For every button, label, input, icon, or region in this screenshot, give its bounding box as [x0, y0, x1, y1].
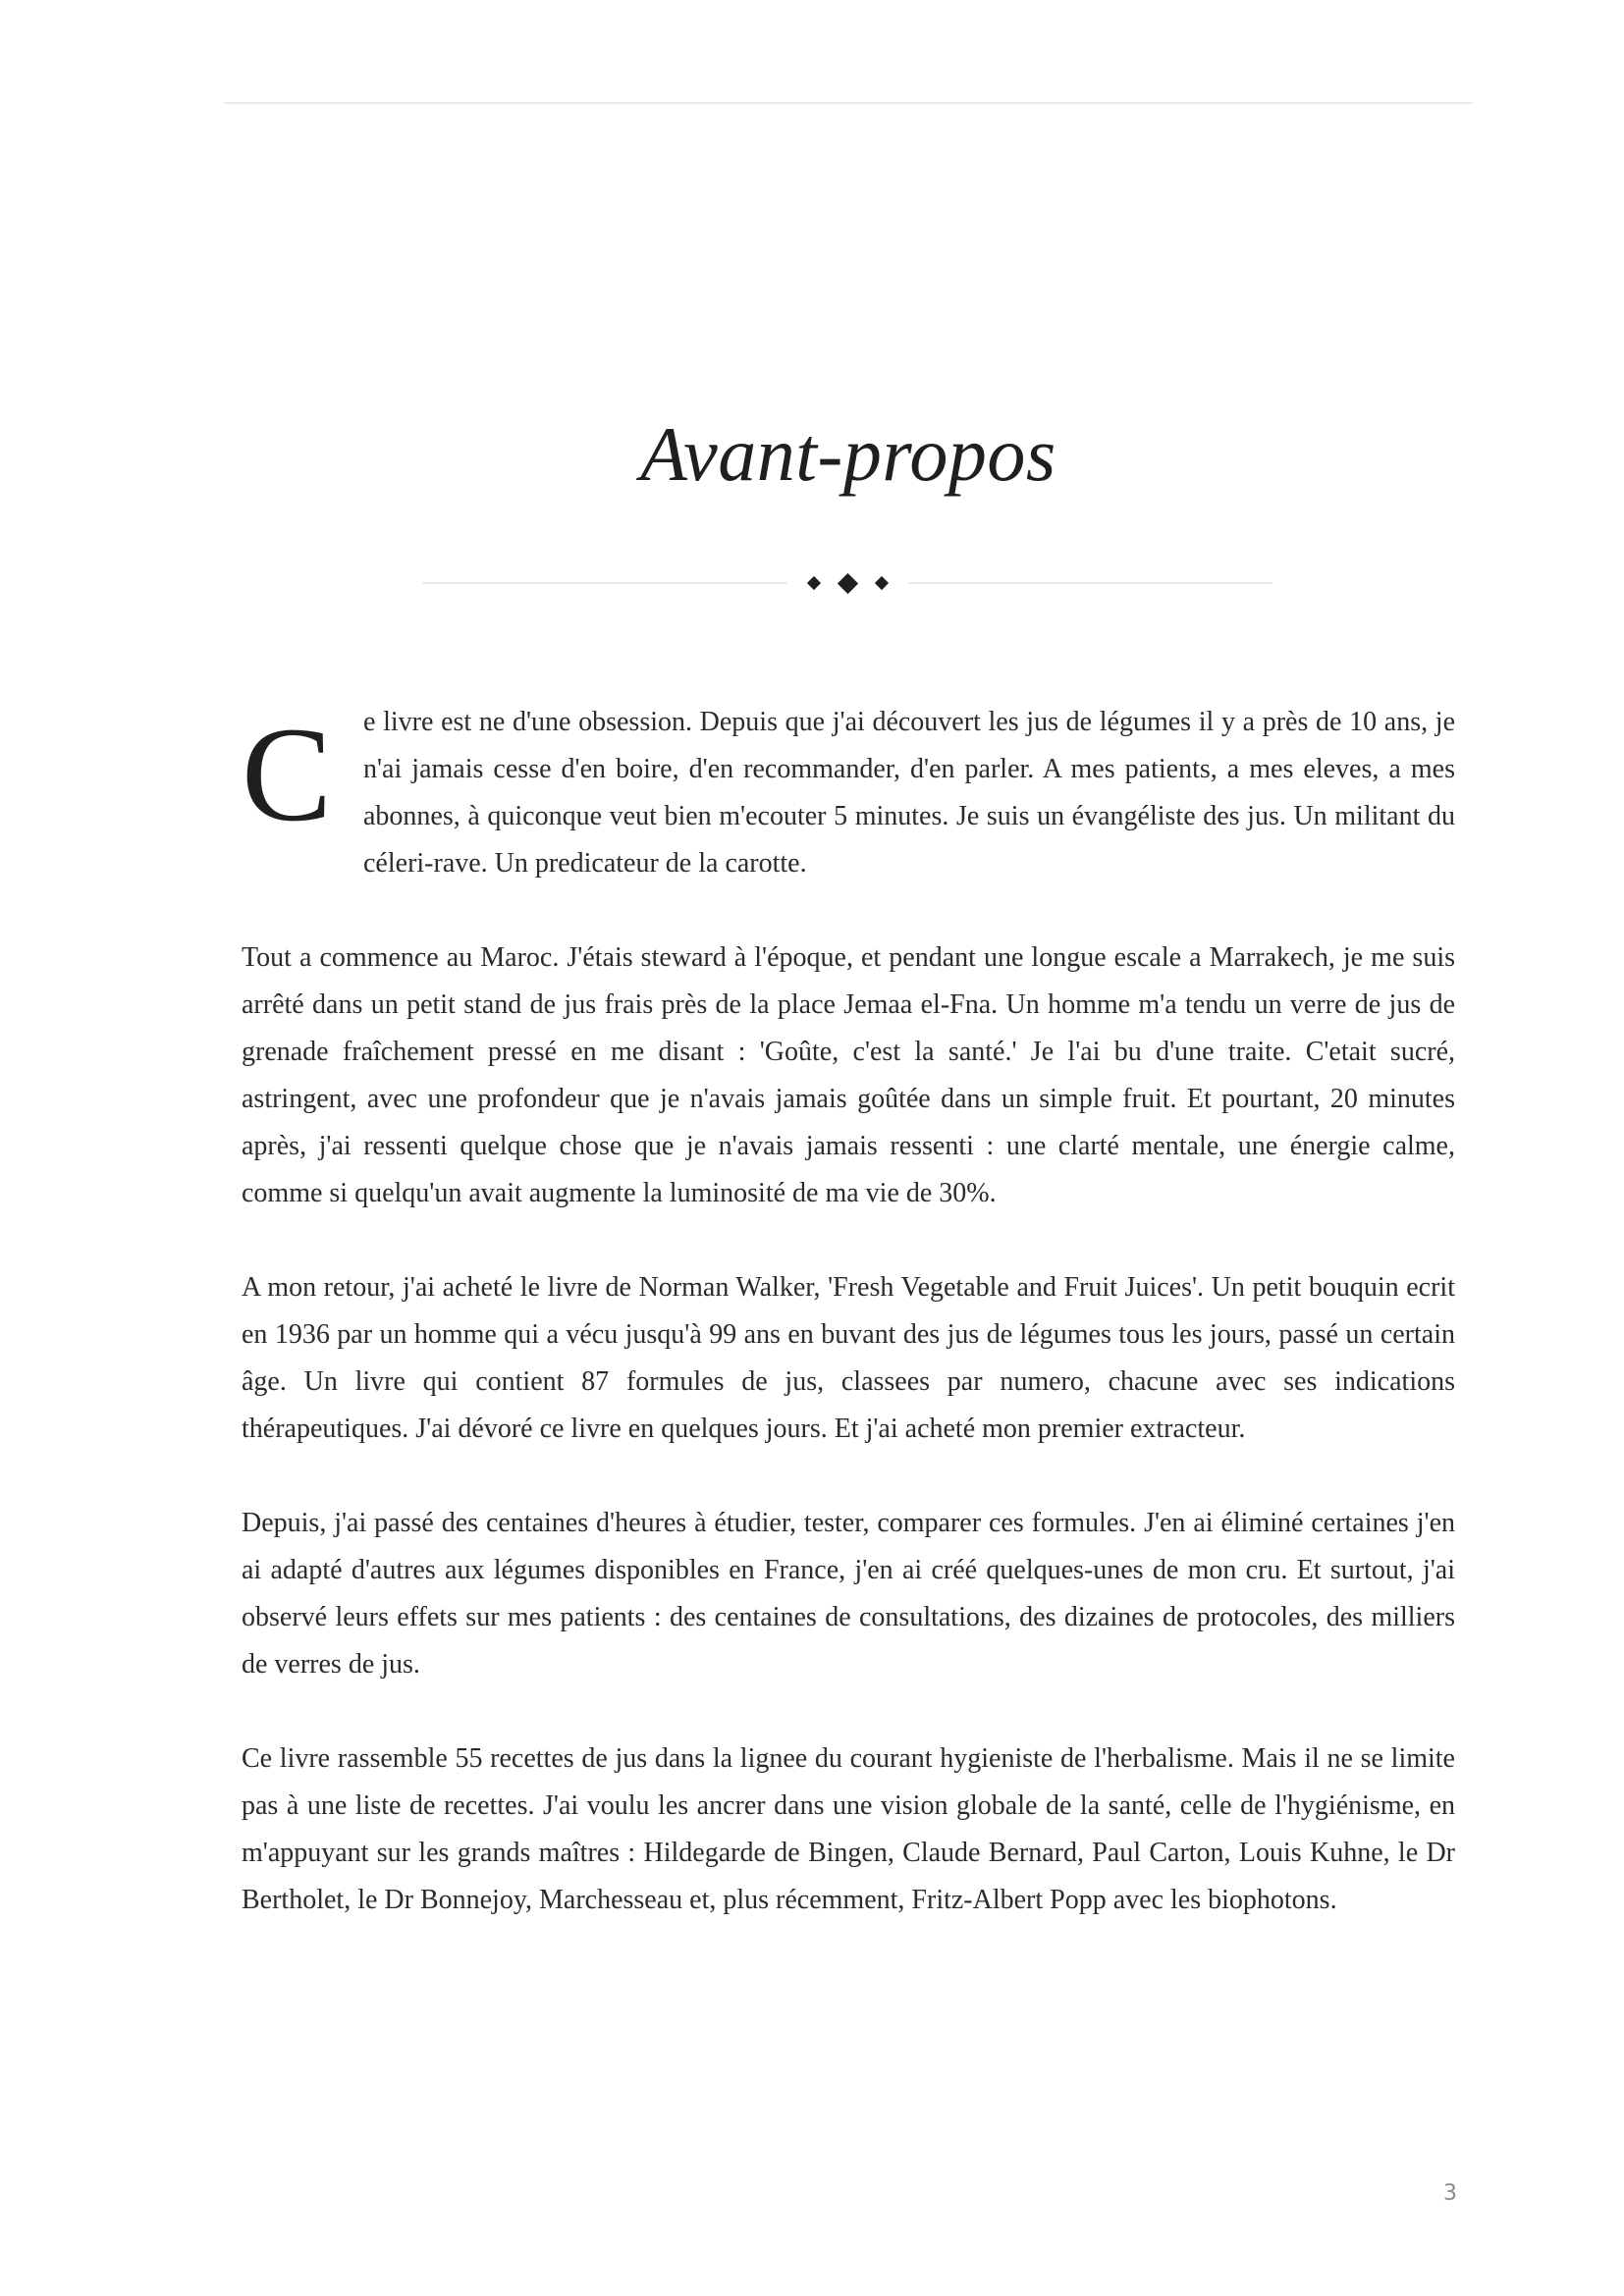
page-number: 3: [1443, 2181, 1457, 2206]
diamond-icon: [806, 576, 820, 590]
paragraph: A mon retour, j'ai acheté le livre de Norman Walker, 'Fresh Vegetable and Fruit Juices'. Un petit bouquin ecrit en 1936 par un homme qui a vécu jusqu'à 99 ans en buvant des jus de légumes tous les jours, passé un certain âge. Un livre qui contient 87 formules de jus, classees par numero, chacune avec ses indications thérapeutiques. J'ai dévoré ce livre en quelques jours. Et j'ai acheté mon premier extracteur.: [242, 1272, 1455, 1444]
diamond-icon: [874, 576, 888, 590]
intro-paragraph: [242, 699, 1455, 887]
intro-paragraph-text: e livre est ne d'une obsession. Depuis que j'ai découvert les jus de légumes il y a près de 10 ans, je n'ai jamais cesse d'en boire, d'en recommander, d'en parler. A mes patients, a mes eleves, a mes abonnes, à quiconque veut bien m'ecouter 5 minutes. Je suis un évangéliste des jus. Un militant du céleri-rave. Un predicateur de la carotte.: [363, 707, 1455, 879]
paragraph: Depuis, j'ai passé des centaines d'heures à étudier, tester, comparer ces formules. J'en ai éliminé certaines j'en ai adapté d'autres aux légumes disponibles en France, j'en ai créé quelques-unes de mon cru. Et surtout, j'ai observé leurs effets sur mes patients : des centaines de consultations, des dizaines de protocoles, des milliers de verres de jus.: [242, 1508, 1455, 1680]
diamond-icon: [837, 572, 857, 593]
divider-line-left: [422, 582, 787, 584]
drop-cap: C: [242, 699, 333, 849]
header-rule: [224, 102, 1473, 104]
chapter-title: Avant-propos: [640, 411, 1056, 497]
paragraph: Ce livre rassemble 55 recettes de jus dans la lignee du courant hygieniste de l'herbalisme. Mais il ne se limite pas à une liste de recettes. J'ai voulu les ancrer dans une vision globale de la santé, celle de l'hygiénisme, en m'appuyant sur les grands maîtres : Hildegarde de Bingen, Claude Bernard, Paul Carton, Louis Kuhne, le Dr Bertholet, le Dr Bonnejoy, Marchesseau et, plus récemment, Fritz-Albert Popp avec les biophotons.: [242, 1743, 1455, 1915]
divider-line-right: [908, 582, 1273, 584]
title-ornament-divider: [422, 565, 1272, 601]
paragraph: Tout a commence au Maroc. J'étais steward à l'époque, et pendant une longue escale a Marrakech, je me suis arrêté dans un petit stand de jus frais près de la place Jemaa el-Fna. Un homme m'a tendu un verre de jus de grenade fraîchement pressé en me disant : 'Goûte, c'est la santé.' Je l'ai bu d'une traite. C'etait sucré, astringent, avec une profondeur que je n'avais jamais goûtée dans un simple fruit. Et pourtant, 20 minutes après, j'ai ressenti quelque chose que je n'avais jamais ressenti : une clarté mentale, une énergie calme, comme si quelqu'un avait augmente la luminosité de ma vie de 30%.: [242, 942, 1455, 1208]
diamond-ornament: [809, 576, 887, 591]
chapter-body: [242, 699, 1455, 1971]
